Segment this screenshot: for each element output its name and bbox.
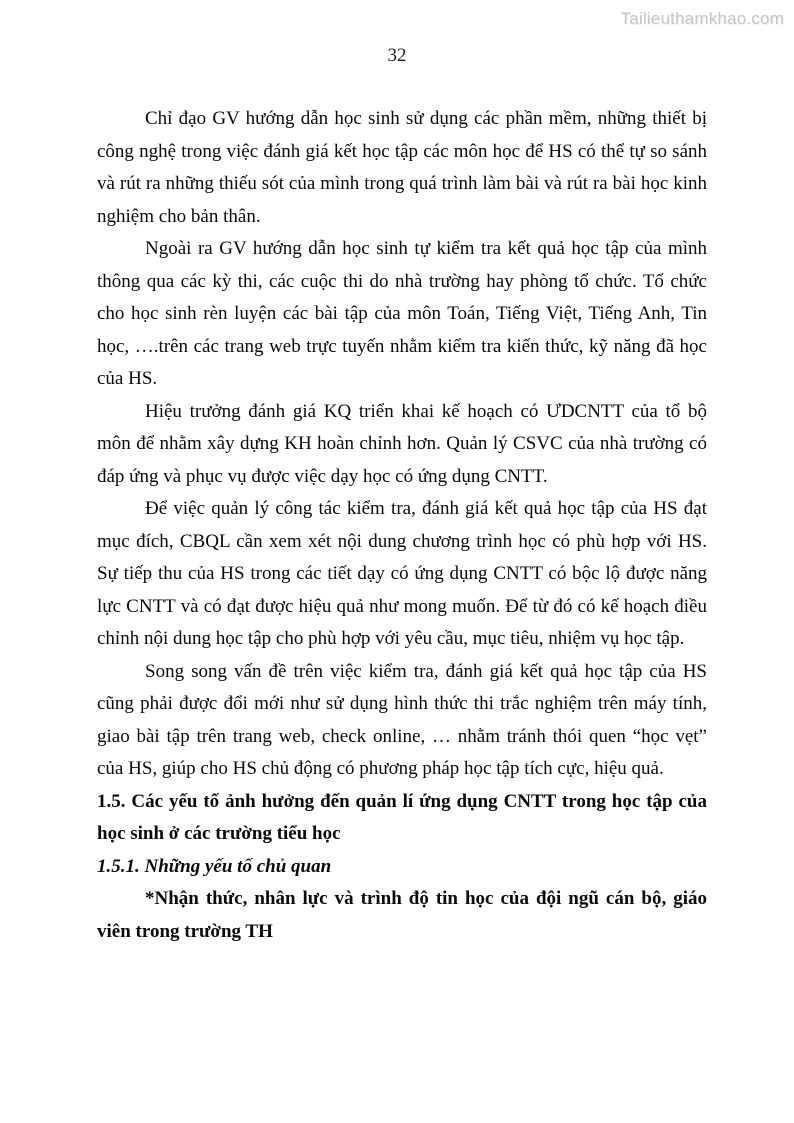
paragraph-2: Ngoài ra GV hướng dẫn học sinh tự kiểm tra kết quả học tập của mình thông qua các kỳ thi, các cuộc thi do nhà trường hay phòng tổ chức. Tổ chức cho học sinh rèn luyện các bài tập của môn Toán, Tiếng Việt, Tiếng Anh, Tin học, ….trên các trang web trực tuyến nhằm kiểm tra kiến thức, kỹ năng đã học của HS.	[97, 238, 707, 389]
document-body	[97, 103, 707, 948]
paragraph-1: Chỉ đạo GV hướng dẫn học sinh sử dụng các phần mềm, những thiết bị công nghệ trong việc đánh giá kết học tập các môn học để HS có thể tự so sánh và rút ra những thiếu sót của mình trong quá trình làm bài và rút ra bài học kinh nghiệm cho bản thân.	[97, 108, 707, 227]
paragraph-3: Hiệu trưởng đánh giá KQ triển khai kế hoạch có ƯDCNTT của tổ bộ môn để nhằm xây dựng KH hoàn chỉnh hơn. Quản lý CSVC của nhà trường có đáp ứng và phục vụ được việc dạy học có ứng dụng CNTT.	[97, 400, 707, 487]
subsection-heading-1-5-1: 1.5.1. Những yếu tố chủ quan	[97, 855, 332, 877]
page-number: 32	[387, 45, 407, 66]
watermark: Tailieuthamkhao.com	[620, 9, 784, 28]
paragraph-5: Song song vấn đề trên việc kiểm tra, đánh giá kết quả học tập của HS cũng phải được đổi mới như sử dụng hình thức thi trắc nghiệm trên máy tính, giao bài tập trên trang web, check online, … nhằm tránh thói quen “học vẹt” của HS, giúp cho HS chủ động có phương pháp học tập tích cực, hiệu quả.	[97, 660, 707, 779]
sub-point-heading: *Nhận thức, nhân lực và trình độ tin học của đội ngũ cán bộ, giáo viên trong trường TH	[97, 888, 707, 942]
paragraph-4: Để việc quản lý công tác kiểm tra, đánh giá kết quả học tập của HS đạt mục đích, CBQL cần xem xét nội dung chương trình học có phù hợp với HS. Sự tiếp thu của HS trong các tiết dạy có ứng dụng CNTT có bộc lộ được năng lực CNTT và có đạt được hiệu quả như mong muốn. Để từ đó có kế hoạch điều chỉnh nội dung học tập cho phù hợp với yêu cầu, mục tiêu, nhiệm vụ học tập.	[97, 498, 707, 649]
section-heading-1-5: 1.5. Các yếu tố ảnh hưởng đến quản lí ứng dụng CNTT trong học tập của học sinh ở các trường tiểu học	[97, 790, 707, 844]
